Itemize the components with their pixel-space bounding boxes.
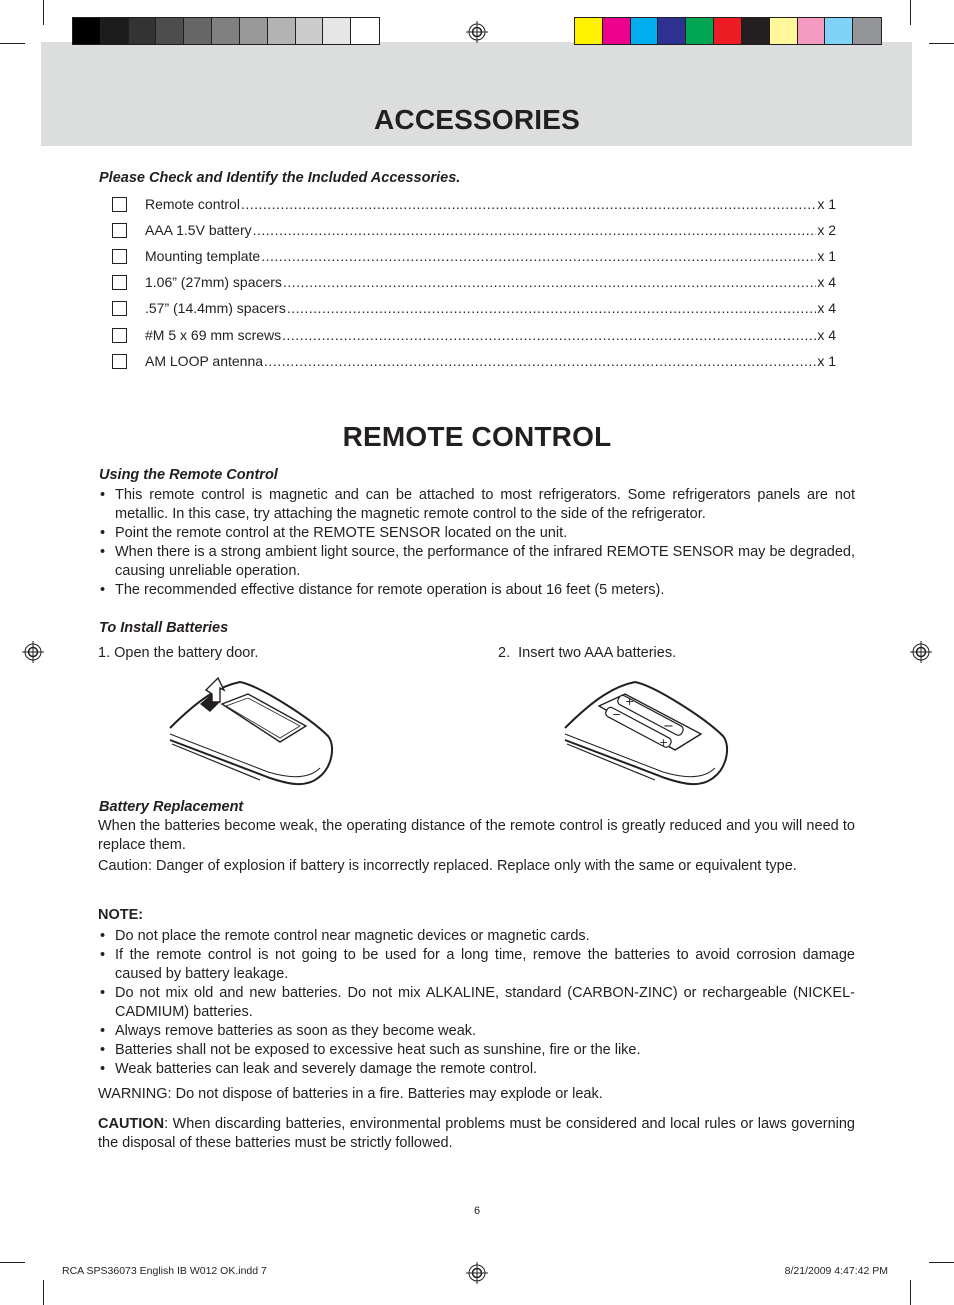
color-swatch xyxy=(658,18,686,44)
crop-mark xyxy=(929,1262,954,1263)
battery-plus-icon: + xyxy=(659,736,669,749)
note-list xyxy=(98,927,855,1079)
color-swatch xyxy=(240,18,268,44)
using-remote-list xyxy=(98,486,855,600)
registration-mark-icon xyxy=(466,21,488,43)
page-number: 6 xyxy=(473,1205,481,1217)
accessory-row xyxy=(112,246,836,266)
color-swatch xyxy=(798,18,826,44)
caution-text: : When discarding batteries, environmental problems must be considered and local rules or laws governing the disposal of these batteries must be strictly followed. xyxy=(98,1116,855,1151)
battery-replacement-text: When the batteries become weak, the operating distance of the remote control is greatly reduced and you will need to replace them. xyxy=(98,818,855,853)
checkbox-icon[interactable] xyxy=(112,301,127,316)
registration-mark-icon xyxy=(910,641,932,663)
accessory-row xyxy=(112,272,836,292)
list-item: • The recommended effective distance for remote operation is about 16 feet (5 meters). xyxy=(98,581,855,600)
accessory-quantity: x 4 xyxy=(817,274,836,290)
list-item: • Always remove batteries as soon as they become weak. xyxy=(98,1022,855,1041)
list-item: • Do not place the remote control near magnetic devices or magnetic cards. xyxy=(98,927,855,946)
accessory-name: Mounting template xyxy=(145,248,261,264)
crop-mark xyxy=(0,1262,25,1263)
remote-insert-batteries-illustration xyxy=(555,668,735,792)
color-swatch xyxy=(101,18,129,44)
accessory-quantity: x 4 xyxy=(817,327,836,343)
color-swatch xyxy=(296,18,324,44)
battery-replacement-heading: Battery Replacement xyxy=(99,799,244,815)
accessory-name: AAA 1.5V battery xyxy=(145,222,252,238)
color-swatch xyxy=(156,18,184,44)
accessory-name: #M 5 x 69 mm screws xyxy=(145,327,282,343)
crop-mark xyxy=(910,1280,911,1305)
color-swatch xyxy=(825,18,853,44)
leader-dots xyxy=(253,222,817,238)
accessory-row xyxy=(112,194,836,214)
color-swatch xyxy=(714,18,742,44)
step-2-label: 2. Insert two AAA batteries. xyxy=(498,645,677,661)
leader-dots xyxy=(282,327,816,343)
list-item: • This remote control is magnetic and can be attached to most refrigerators. Some refrigerators panels are not metallic. In this case, try attaching the magnetic remote control to the side of the refrigerator. xyxy=(98,486,855,524)
registration-mark-icon xyxy=(22,641,44,663)
leader-dots xyxy=(261,248,816,264)
list-item: • Point the remote control at the REMOTE SENSOR located on the unit. xyxy=(98,524,855,543)
accessory-quantity: x 1 xyxy=(817,196,836,212)
accessory-quantity: x 1 xyxy=(817,353,836,369)
battery-minus-icon: − xyxy=(663,719,674,734)
step-1-label: 1. Open the battery door. xyxy=(98,645,259,661)
footer-datetime: 8/21/2009 4:47:42 PM xyxy=(784,1265,888,1277)
install-batteries-heading: To Install Batteries xyxy=(99,620,229,636)
caution-label: CAUTION xyxy=(98,1116,165,1132)
accessory-quantity: x 2 xyxy=(817,222,836,238)
accessory-quantity: x 4 xyxy=(817,300,836,316)
list-item: • If the remote control is not going to be used for a long time, remove the batteries to avoid corrosion damage caused by battery leakage. xyxy=(98,946,855,984)
crop-mark xyxy=(43,0,44,25)
grayscale-bar xyxy=(72,17,380,45)
color-swatch xyxy=(351,18,379,44)
checkbox-icon[interactable] xyxy=(112,249,127,264)
list-item: • Do not mix old and new batteries. Do not mix ALKALINE, standard (CARBON-ZINC) or rechargeable (NICKEL-CADMIUM) batteries. xyxy=(98,984,855,1022)
crop-mark xyxy=(910,0,911,25)
leader-dots xyxy=(287,300,816,316)
accessory-name: .57” (14.4mm) spacers xyxy=(145,300,286,316)
color-swatch xyxy=(268,18,296,44)
remote-open-door-illustration xyxy=(160,668,340,792)
note-heading: NOTE: xyxy=(98,907,144,923)
color-swatch xyxy=(631,18,659,44)
footer-file-name: RCA SPS36073 English IB W012 OK.indd 7 xyxy=(62,1265,267,1277)
accessory-name: 1.06” (27mm) spacers xyxy=(145,274,282,290)
accessory-row xyxy=(112,220,836,240)
battery-plus-icon: + xyxy=(625,695,635,708)
accessory-row xyxy=(112,325,836,345)
color-swatch xyxy=(323,18,351,44)
battery-minus-icon: − xyxy=(612,708,622,721)
using-remote-heading: Using the Remote Control xyxy=(99,467,278,483)
crop-mark xyxy=(929,43,954,44)
checkbox-icon[interactable] xyxy=(112,275,127,290)
color-swatch xyxy=(129,18,157,44)
color-swatch xyxy=(686,18,714,44)
accessories-subtitle: Please Check and Identify the Included Accessories. xyxy=(99,170,461,186)
color-swatch xyxy=(212,18,240,44)
accessory-quantity: x 1 xyxy=(817,248,836,264)
registration-mark-icon xyxy=(466,1262,488,1284)
accessory-name: AM LOOP antenna xyxy=(145,353,264,369)
crop-mark xyxy=(0,43,25,44)
accessory-name: Remote control xyxy=(145,196,240,212)
color-swatch xyxy=(184,18,212,44)
color-bar xyxy=(574,17,882,45)
checkbox-icon[interactable] xyxy=(112,354,127,369)
explosion-caution-text: Caution: Danger of explosion if battery is incorrectly replaced. Replace only with the same or equivalent type. xyxy=(98,858,797,874)
leader-dots xyxy=(241,196,816,212)
leader-dots xyxy=(283,274,816,290)
color-swatch xyxy=(575,18,603,44)
list-item: • When there is a strong ambient light source, the performance of the infrared REMOTE SENSOR may be degraded, causing unreliable operation. xyxy=(98,543,855,581)
color-swatch xyxy=(770,18,798,44)
disposal-caution xyxy=(98,1115,855,1153)
accessory-row xyxy=(112,298,836,318)
color-swatch xyxy=(853,18,881,44)
color-swatch xyxy=(603,18,631,44)
list-item: • Batteries shall not be exposed to excessive heat such as sunshine, fire or the like. xyxy=(98,1041,855,1060)
accessory-row xyxy=(112,351,836,371)
leader-dots xyxy=(264,353,816,369)
warning-text: WARNING: Do not dispose of batteries in a fire. Batteries may explode or leak. xyxy=(98,1086,603,1102)
color-swatch xyxy=(742,18,770,44)
remote-control-title: REMOTE CONTROL xyxy=(342,421,612,452)
checkbox-icon[interactable] xyxy=(112,328,127,343)
checkbox-icon[interactable] xyxy=(112,223,127,238)
color-swatch xyxy=(73,18,101,44)
accessories-title: ACCESSORIES xyxy=(373,104,581,135)
checkbox-icon[interactable] xyxy=(112,197,127,212)
crop-mark xyxy=(43,1280,44,1305)
list-item: • Weak batteries can leak and severely damage the remote control. xyxy=(98,1060,855,1079)
